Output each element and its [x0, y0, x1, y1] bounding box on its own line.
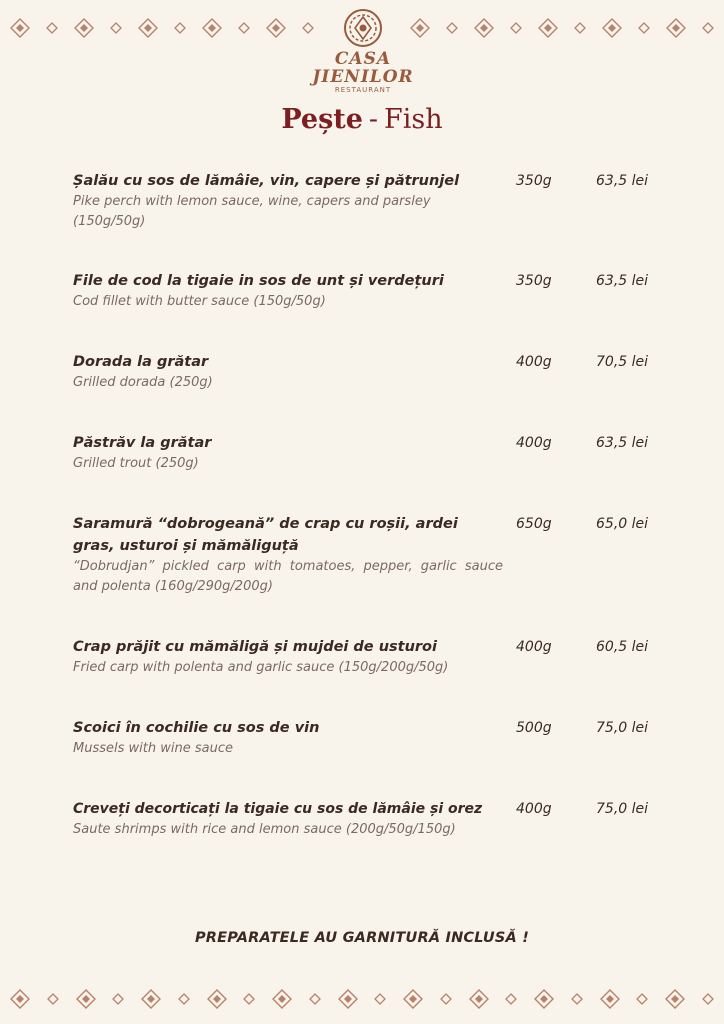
- menu-item: [73, 170, 653, 232]
- diamond-ornament-icon: [74, 18, 94, 38]
- diamond-ornament-icon: [338, 989, 358, 1009]
- diamond-ornament-icon: [76, 989, 96, 1009]
- menu-item: [73, 351, 653, 393]
- diamond-ornament-icon: [272, 989, 292, 1009]
- item-name: Creveți decorticați la tigaie cu sos de lămâie și orez: [73, 801, 483, 817]
- item-description: Fried carp with polenta and garlic sauce (150g/200g/50g): [73, 660, 449, 675]
- diamond-ornament-icon: [238, 18, 250, 38]
- menu-item: [73, 432, 653, 474]
- item-description: Grilled dorada (250g): [73, 375, 213, 390]
- menu-item: [73, 798, 653, 840]
- diamond-ornament-icon: [665, 989, 685, 1009]
- diamond-ornament-icon: [243, 989, 255, 1009]
- item-description: “Dobrudjan” pickled carp with tomatoes, pepper, garlic sauce and polenta (160g/290g/200g): [73, 559, 503, 594]
- diamond-ornament-icon: [474, 18, 494, 38]
- bottom-ornament-border: [10, 988, 714, 1010]
- item-price: 63,5 lei: [596, 273, 649, 289]
- menu-item: [73, 270, 653, 312]
- title-english: Fish: [384, 104, 443, 135]
- item-description: Cod fillet with butter sauce (150g/50g): [73, 294, 326, 309]
- item-name: File de cod la tigaie in sos de unt și verdețuri: [73, 273, 444, 289]
- item-description: Saute shrimps with rice and lemon sauce (200g/50g/150g): [73, 822, 456, 837]
- item-name: Scoici în cochilie cu sos de vin: [73, 720, 320, 736]
- item-description: Mussels with wine sauce: [73, 741, 233, 756]
- diamond-ornament-icon: [10, 18, 30, 38]
- garnish-included-note: PREPARATELE AU GARNITURĂ INCLUSĂ !: [194, 930, 530, 946]
- page-title: [0, 104, 724, 135]
- diamond-ornament-icon: [46, 18, 58, 38]
- item-weight: 650g: [516, 516, 552, 532]
- diamond-ornament-icon: [574, 18, 586, 38]
- diamond-ornament-icon: [602, 18, 622, 38]
- item-weight: 400g: [516, 354, 552, 370]
- item-price: 70,5 lei: [596, 354, 649, 370]
- diamond-ornament-icon: [702, 989, 714, 1009]
- diamond-ornament-icon: [666, 18, 686, 38]
- diamond-ornament-icon: [571, 989, 583, 1009]
- item-name: Păstrăv la grătar: [73, 435, 212, 451]
- item-name: Saramură “dobrogeană” de crap cu roșii, ardei gras, usturoi și mămăliguță: [73, 516, 458, 554]
- diamond-ornament-icon: [141, 989, 161, 1009]
- item-price: 63,5 lei: [596, 173, 649, 189]
- diamond-ornament-icon: [440, 989, 452, 1009]
- title-romanian: Pește: [281, 104, 363, 135]
- diamond-ornament-icon: [636, 989, 648, 1009]
- diamond-ornament-icon: [469, 989, 489, 1009]
- diamond-ornament-icon: [112, 989, 124, 1009]
- diamond-ornament-icon: [600, 989, 620, 1009]
- item-name: Crap prăjit cu mămăligă și mujdei de usturoi: [73, 639, 437, 655]
- diamond-ornament-icon: [702, 18, 714, 38]
- diamond-ornament-icon: [207, 989, 227, 1009]
- diamond-ornament-icon: [309, 989, 321, 1009]
- menu-item: [73, 636, 653, 678]
- diamond-ornament-icon: [174, 18, 186, 38]
- restaurant-logo: [296, 8, 430, 94]
- diamond-ornament-icon: [538, 18, 558, 38]
- item-name: Șalău cu sos de lămâie, vin, capere și pătrunjel: [73, 173, 460, 189]
- menu-item: [73, 513, 653, 597]
- logo-name: CASA JIENILOR: [312, 49, 414, 87]
- item-price: 60,5 lei: [596, 639, 649, 655]
- diamond-ornament-icon: [510, 18, 522, 38]
- diamond-ornament-icon: [534, 989, 554, 1009]
- item-price: 75,0 lei: [596, 720, 649, 736]
- diamond-ornament-icon: [138, 18, 158, 38]
- item-weight: 400g: [516, 639, 552, 655]
- item-weight: 350g: [516, 273, 552, 289]
- item-weight: 500g: [516, 720, 552, 736]
- item-description: Grilled trout (250g): [73, 456, 199, 471]
- diamond-ornament-icon: [202, 18, 222, 38]
- title-separator: -: [368, 104, 379, 135]
- item-price: 65,0 lei: [596, 516, 649, 532]
- logo-subtitle: RESTAURANT: [334, 86, 392, 94]
- diamond-ornament-icon: [638, 18, 650, 38]
- menu-item: [73, 717, 653, 759]
- diamond-ornament-icon: [505, 989, 517, 1009]
- item-description: Pike perch with lemon sauce, wine, capers and parsley (150g/50g): [73, 194, 431, 229]
- item-name: Dorada la grătar: [73, 354, 209, 370]
- diamond-ornament-icon: [403, 989, 423, 1009]
- logo-emblem-icon: [343, 8, 383, 48]
- item-weight: 400g: [516, 435, 552, 451]
- item-price: 75,0 lei: [596, 801, 649, 817]
- diamond-ornament-icon: [374, 989, 386, 1009]
- diamond-ornament-icon: [446, 18, 458, 38]
- diamond-ornament-icon: [10, 989, 30, 1009]
- item-weight: 350g: [516, 173, 552, 189]
- diamond-ornament-icon: [47, 989, 59, 1009]
- diamond-ornament-icon: [178, 989, 190, 1009]
- diamond-ornament-icon: [110, 18, 122, 38]
- item-price: 63,5 lei: [596, 435, 649, 451]
- item-weight: 400g: [516, 801, 552, 817]
- diamond-ornament-icon: [266, 18, 286, 38]
